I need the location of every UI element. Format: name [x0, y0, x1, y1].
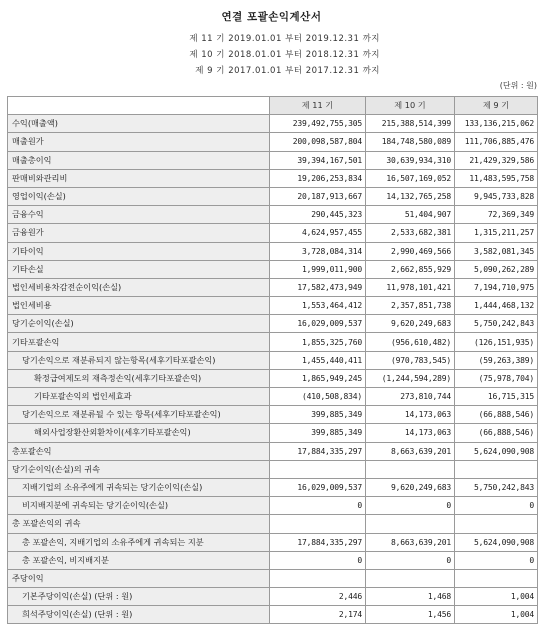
cell-period-11	[270, 460, 366, 478]
cell-period-9: 11,483,595,758	[455, 169, 538, 187]
table-row	[8, 333, 538, 351]
table-row	[8, 224, 538, 242]
cell-period-11: 1,855,325,760	[270, 333, 366, 351]
cell-period-9: 1,004	[455, 588, 538, 606]
cell-period-10: (1,244,594,289)	[366, 369, 455, 387]
row-label: 수익(매출액)	[8, 115, 270, 133]
table-row	[8, 424, 538, 442]
cell-period-10: 215,388,514,399	[366, 115, 455, 133]
table-row	[8, 442, 538, 460]
cell-period-9: (66,888,546)	[455, 424, 538, 442]
cell-period-9: 21,429,329,586	[455, 151, 538, 169]
row-label: 당기손익으로 재분류될 수 있는 항목(세후기타포괄손익)	[8, 406, 270, 424]
cell-period-9: 5,624,090,908	[455, 533, 538, 551]
row-label: 확정급여제도의 재측정손익(세후기타포괄손익)	[8, 369, 270, 387]
table-row	[8, 115, 538, 133]
cell-period-10: 2,990,469,566	[366, 242, 455, 260]
table-row	[8, 151, 538, 169]
cell-period-10: 14,173,063	[366, 424, 455, 442]
cell-period-11: 17,884,335,297	[270, 442, 366, 460]
table-row	[8, 369, 538, 387]
cell-period-9: (126,151,935)	[455, 333, 538, 351]
table-row	[8, 406, 538, 424]
cell-period-11: 399,885,349	[270, 406, 366, 424]
cell-period-9	[455, 460, 538, 478]
cell-period-10: 0	[366, 551, 455, 569]
cell-period-9: (66,888,546)	[455, 406, 538, 424]
cell-period-9	[455, 569, 538, 587]
cell-period-11: 16,029,009,537	[270, 315, 366, 333]
table-row	[8, 569, 538, 587]
row-label: 기타손실	[8, 260, 270, 278]
cell-period-9: 111,706,885,476	[455, 133, 538, 151]
cell-period-9: 16,715,315	[455, 388, 538, 406]
cell-period-10: 0	[366, 497, 455, 515]
period-line-9: 제 9 기 2017.01.01 부터 2017.12.31 까지	[195, 66, 380, 76]
cell-period-9: 1,315,211,257	[455, 224, 538, 242]
cell-period-10: 8,663,639,201	[366, 533, 455, 551]
table-row	[8, 351, 538, 369]
cell-period-9: (59,263,389)	[455, 351, 538, 369]
cell-period-9: 0	[455, 497, 538, 515]
cell-period-10: 14,173,063	[366, 406, 455, 424]
cell-period-11: 1,553,464,412	[270, 297, 366, 315]
cell-period-11: 1,999,011,900	[270, 260, 366, 278]
cell-period-10	[366, 569, 455, 587]
cell-period-10	[366, 515, 455, 533]
cell-period-11: 17,884,335,297	[270, 533, 366, 551]
row-label: 매출원가	[8, 133, 270, 151]
table-body	[8, 115, 538, 624]
cell-period-10: 9,620,249,683	[366, 315, 455, 333]
table-row	[8, 533, 538, 551]
cell-period-9: 7,194,710,975	[455, 278, 538, 296]
row-label: 당기순이익(손실)의 귀속	[8, 460, 270, 478]
cell-period-10: 9,620,249,683	[366, 478, 455, 496]
row-label: 총 포괄손익의 귀속	[8, 515, 270, 533]
table-row	[8, 169, 538, 187]
row-label: 기타포괄손익의 법인세효과	[8, 388, 270, 406]
cell-period-11: 200,098,587,804	[270, 133, 366, 151]
row-label: 판매비와관리비	[8, 169, 270, 187]
row-label: 영업이익(손실)	[8, 187, 270, 205]
table-row	[8, 588, 538, 606]
cell-period-11: (410,508,834)	[270, 388, 366, 406]
row-label: 금융원가	[8, 224, 270, 242]
cell-period-11: 0	[270, 497, 366, 515]
column-header-label	[8, 97, 270, 115]
cell-period-10: 8,663,639,201	[366, 442, 455, 460]
column-header-period-10: 제 10 기	[366, 97, 455, 115]
table-row	[8, 278, 538, 296]
row-label: 총 포괄손익, 비지배지분	[8, 551, 270, 569]
cell-period-11: 1,455,440,411	[270, 351, 366, 369]
table-row	[8, 260, 538, 278]
table-row	[8, 478, 538, 496]
cell-period-10: 30,639,934,310	[366, 151, 455, 169]
table-row	[8, 551, 538, 569]
cell-period-11: 2,446	[270, 588, 366, 606]
table-row	[8, 497, 538, 515]
cell-period-10: (970,783,545)	[366, 351, 455, 369]
table-row	[8, 242, 538, 260]
income-statement-table	[7, 96, 538, 624]
table-row	[8, 187, 538, 205]
cell-period-11: 3,728,084,314	[270, 242, 366, 260]
cell-period-11: 0	[270, 551, 366, 569]
cell-period-10: 16,507,169,052	[366, 169, 455, 187]
table-row	[8, 206, 538, 224]
row-label: 당기순이익(손실)	[8, 315, 270, 333]
row-label: 법인세비용	[8, 297, 270, 315]
row-label: 매출총이익	[8, 151, 270, 169]
cell-period-11: 290,445,323	[270, 206, 366, 224]
cell-period-10: 2,662,855,929	[366, 260, 455, 278]
cell-period-11: 2,174	[270, 606, 366, 624]
cell-period-10: (956,610,482)	[366, 333, 455, 351]
cell-period-9: 133,136,215,062	[455, 115, 538, 133]
cell-period-10: 2,533,682,381	[366, 224, 455, 242]
cell-period-10: 1,468	[366, 588, 455, 606]
cell-period-10: 14,132,765,258	[366, 187, 455, 205]
cell-period-11: 17,582,473,949	[270, 278, 366, 296]
cell-period-11: 399,885,349	[270, 424, 366, 442]
statement-title: 연결 포괄손익계산서	[221, 11, 322, 23]
row-label: 비지배지분에 귀속되는 당기순이익(손실)	[8, 497, 270, 515]
cell-period-9: (75,978,704)	[455, 369, 538, 387]
table-row	[8, 297, 538, 315]
column-header-period-9: 제 9 기	[455, 97, 538, 115]
cell-period-9: 1,004	[455, 606, 538, 624]
column-header-period-11: 제 11 기	[270, 97, 366, 115]
cell-period-10: 1,456	[366, 606, 455, 624]
cell-period-9: 3,582,081,345	[455, 242, 538, 260]
row-label: 기타이익	[8, 242, 270, 260]
cell-period-11: 4,624,957,455	[270, 224, 366, 242]
row-label: 당기손익으로 재분류되지 않는항목(세후기타포괄손익)	[8, 351, 270, 369]
row-label: 총 포괄손익, 지배기업의 소유주에게 귀속되는 지분	[8, 533, 270, 551]
table-row	[8, 388, 538, 406]
table-row	[8, 515, 538, 533]
cell-period-9: 1,444,468,132	[455, 297, 538, 315]
cell-period-11	[270, 515, 366, 533]
cell-period-11: 239,492,755,305	[270, 115, 366, 133]
cell-period-9: 9,945,733,828	[455, 187, 538, 205]
cell-period-9: 5,750,242,843	[455, 478, 538, 496]
cell-period-9: 5,624,090,908	[455, 442, 538, 460]
cell-period-9: 0	[455, 551, 538, 569]
period-line-10: 제 10 기 2018.01.01 부터 2018.12.31 까지	[189, 50, 380, 60]
unit-note: (단위 : 원)	[499, 81, 537, 90]
cell-period-11: 19,206,253,834	[270, 169, 366, 187]
row-label: 희석주당이익(손실) (단위 : 원)	[8, 606, 270, 624]
row-label: 기타포괄손익	[8, 333, 270, 351]
period-line-11: 제 11 기 2019.01.01 부터 2019.12.31 까지	[189, 34, 380, 44]
cell-period-9: 5,750,242,843	[455, 315, 538, 333]
row-label: 금융수익	[8, 206, 270, 224]
cell-period-10: 184,748,580,089	[366, 133, 455, 151]
cell-period-10: 2,357,851,738	[366, 297, 455, 315]
cell-period-11: 1,865,949,245	[270, 369, 366, 387]
cell-period-11: 20,187,913,667	[270, 187, 366, 205]
table-row	[8, 315, 538, 333]
cell-period-11	[270, 569, 366, 587]
row-label: 기본주당이익(손실) (단위 : 원)	[8, 588, 270, 606]
cell-period-11: 16,029,009,537	[270, 478, 366, 496]
cell-period-10: 273,810,744	[366, 388, 455, 406]
cell-period-11: 39,394,167,501	[270, 151, 366, 169]
table-row	[8, 606, 538, 624]
row-label: 총포괄손익	[8, 442, 270, 460]
row-label: 해외사업장환산외환차이(세후기타포괄손익)	[8, 424, 270, 442]
cell-period-10: 51,404,907	[366, 206, 455, 224]
cell-period-9	[455, 515, 538, 533]
cell-period-9: 72,369,349	[455, 206, 538, 224]
cell-period-9: 5,090,262,289	[455, 260, 538, 278]
row-label: 주당이익	[8, 569, 270, 587]
row-label: 지배기업의 소유주에게 귀속되는 당기순이익(손실)	[8, 478, 270, 496]
cell-period-10: 11,978,101,421	[366, 278, 455, 296]
table-row	[8, 133, 538, 151]
cell-period-10	[366, 460, 455, 478]
row-label: 법인세비용차감전순이익(손실)	[8, 278, 270, 296]
table-header-row	[8, 97, 538, 115]
table-row	[8, 460, 538, 478]
